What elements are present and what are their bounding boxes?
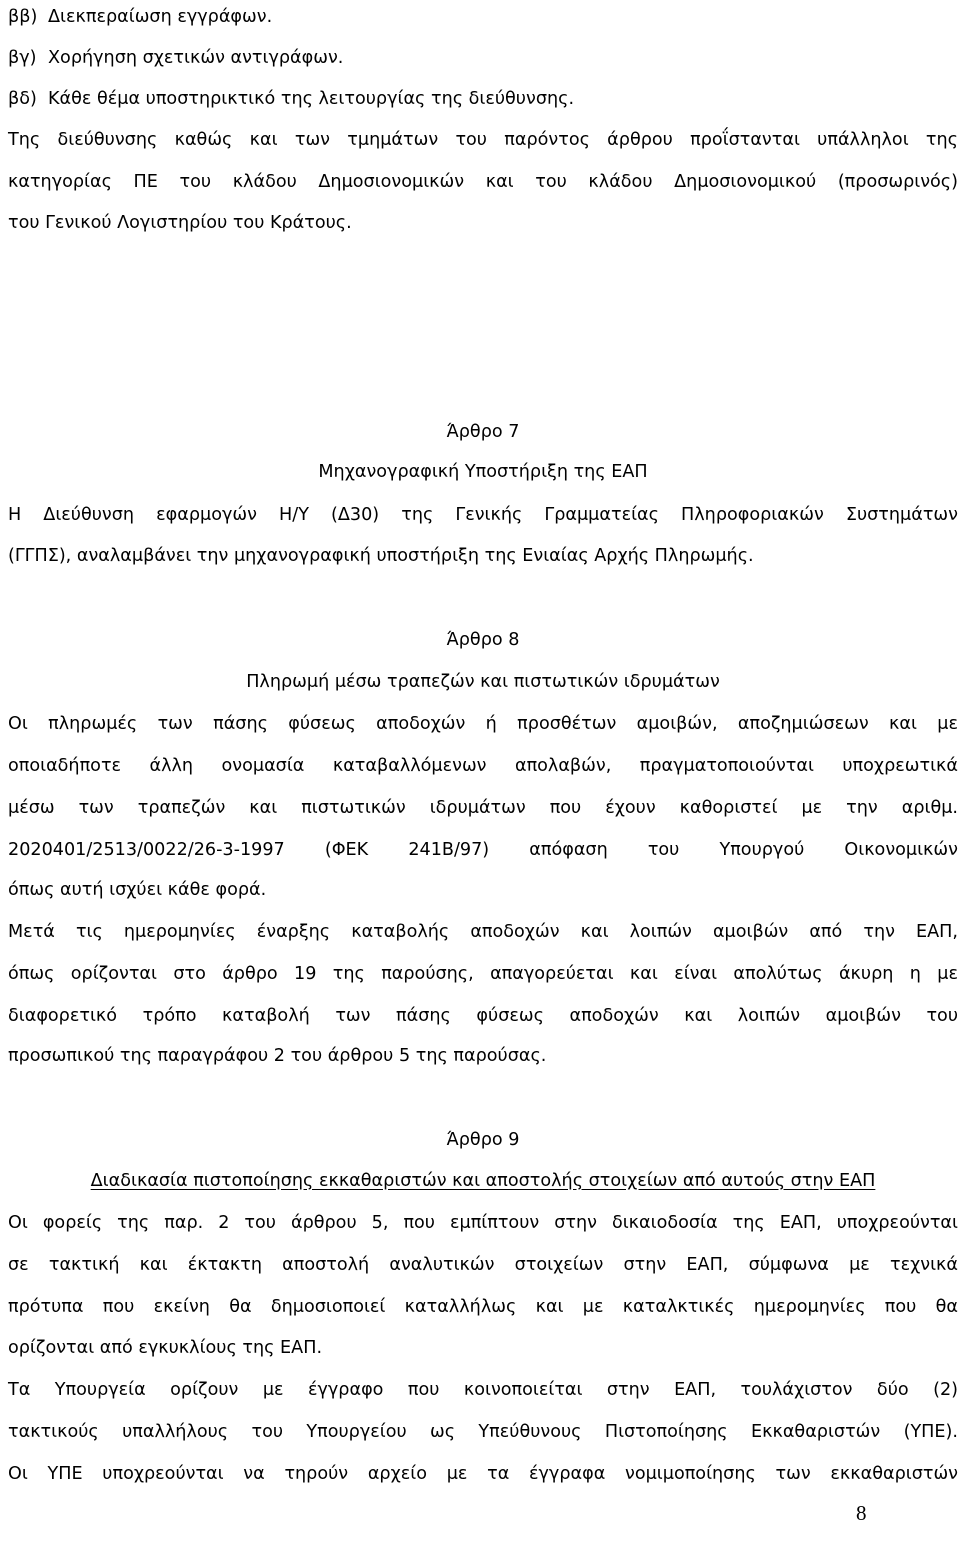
- paragraph-line: Οι πληρωμές των πάσης φύσεως αποδοχών ή προσθέτων αμοιβών, αποζημιώσεων και με: [8, 714, 958, 734]
- list-item-label: ββ): [8, 7, 38, 27]
- paragraph-line: μέσω των τραπεζών και πιστωτικών ιδρυμάτων που έχουν καθοριστεί με την αριθμ.: [8, 798, 958, 818]
- article-7-number: Άρθρο 7: [446, 422, 520, 442]
- paragraph-line: (ΓΓΠΣ), αναλαμβάνει την μηχανογραφική υποστήριξη της Ενιαίας Αρχής Πληρωμής.: [8, 546, 754, 566]
- paragraph-line: Της διεύθυνσης καθώς και των τμημάτων του παρόντος άρθρου προΐστανται υπάλληλοι της: [8, 130, 958, 150]
- paragraph-line: Οι φορείς της παρ. 2 του άρθρου 5, που εμπίπτουν στην δικαιοδοσία της ΕΑΠ, υποχρεούνται: [8, 1213, 958, 1233]
- paragraph-line: σε τακτική και έκτακτη αποστολή αναλυτικών στοιχείων στην ΕΑΠ, σύμφωνα με τεχνικά: [8, 1255, 958, 1275]
- paragraph-line: 2020401/2513/0022/26-3-1997 (ΦΕΚ 241Β/97) απόφαση του Υπουργού Οικονομικών: [8, 840, 958, 860]
- list-item: [8, 6, 272, 28]
- paragraph-line: Μετά τις ημερομηνίες έναρξης καταβολής αποδοχών και λοιπών αμοιβών από την ΕΑΠ,: [8, 922, 958, 942]
- list-item-text: Χορήγηση σχετικών αντιγράφων.: [48, 48, 344, 68]
- paragraph-line: προσωπικού της παραγράφου 2 του άρθρου 5 της παρούσας.: [8, 1046, 547, 1066]
- paragraph-line: οποιαδήποτε άλλη ονομασία καταβαλλόμενων απολαβών, πραγματοποιούνται υποχρεωτικά: [8, 756, 958, 776]
- paragraph-line: τακτικούς υπαλλήλους του Υπουργείου ως Υπεύθυνους Πιστοποίησης Εκκαθαριστών (ΥΠΕ).: [8, 1422, 958, 1442]
- article-9-number: Άρθρο 9: [446, 1130, 520, 1150]
- list-item: [8, 47, 343, 69]
- paragraph-line: διαφορετικό τρόπο καταβολή των πάσης φύσεως αποδοχών και λοιπών αμοιβών του: [8, 1006, 958, 1026]
- paragraph-line: πρότυπα που εκείνη θα δημοσιοποιεί καταλλήλως και με καταλκτικές ημερομηνίες που θα: [8, 1297, 958, 1317]
- paragraph-line: Τα Υπουργεία ορίζουν με έγγραφο που κοινοποιείται στην ΕΑΠ, τουλάχιστον δύο (2): [8, 1380, 958, 1400]
- list-item-text: Διεκπεραίωση εγγράφων.: [48, 7, 273, 27]
- paragraph-line: Οι ΥΠΕ υποχρεούνται να τηρούν αρχείο με τα έγγραφα νομιμοποίησης των εκκαθαριστών: [8, 1464, 958, 1484]
- list-item: [8, 88, 574, 110]
- article-8-title: Πληρωμή μέσω τραπεζών και πιστωτικών ιδρυμάτων: [246, 672, 720, 692]
- paragraph-line: Η Διεύθυνση εφαρμογών Η/Υ (Δ30) της Γενικής Γραμματείας Πληροφοριακών Συστημάτων: [8, 505, 958, 525]
- paragraph-line: του Γενικού Λογιστηρίου του Κράτους.: [8, 213, 352, 233]
- list-item-text: Κάθε θέμα υποστηρικτικό της λειτουργίας της διεύθυνσης.: [48, 89, 575, 109]
- article-8-number: Άρθρο 8: [446, 630, 520, 650]
- article-7-title: Μηχανογραφική Υποστήριξη της ΕΑΠ: [318, 462, 648, 482]
- page-number: 8: [856, 1501, 867, 1525]
- paragraph-line: όπως ορίζονται στο άρθρο 19 της παρούσης, απαγορεύεται και είναι απολύτως άκυρη η με: [8, 964, 958, 984]
- list-item-label: βγ): [8, 48, 37, 68]
- article-9-title: Διαδικασία πιστοποίησης εκκαθαριστών και αποστολής στοιχείων από αυτούς στην ΕΑΠ: [90, 1171, 876, 1191]
- paragraph-line: κατηγορίας ΠΕ του κλάδου Δημοσιονομικών και του κλάδου Δημοσιονομικού (προσωρινός): [8, 172, 958, 192]
- list-item-label: βδ): [8, 89, 37, 109]
- paragraph-line: ορίζονται από εγκυκλίους της ΕΑΠ.: [8, 1338, 323, 1358]
- paragraph-line: όπως αυτή ισχύει κάθε φορά.: [8, 880, 267, 900]
